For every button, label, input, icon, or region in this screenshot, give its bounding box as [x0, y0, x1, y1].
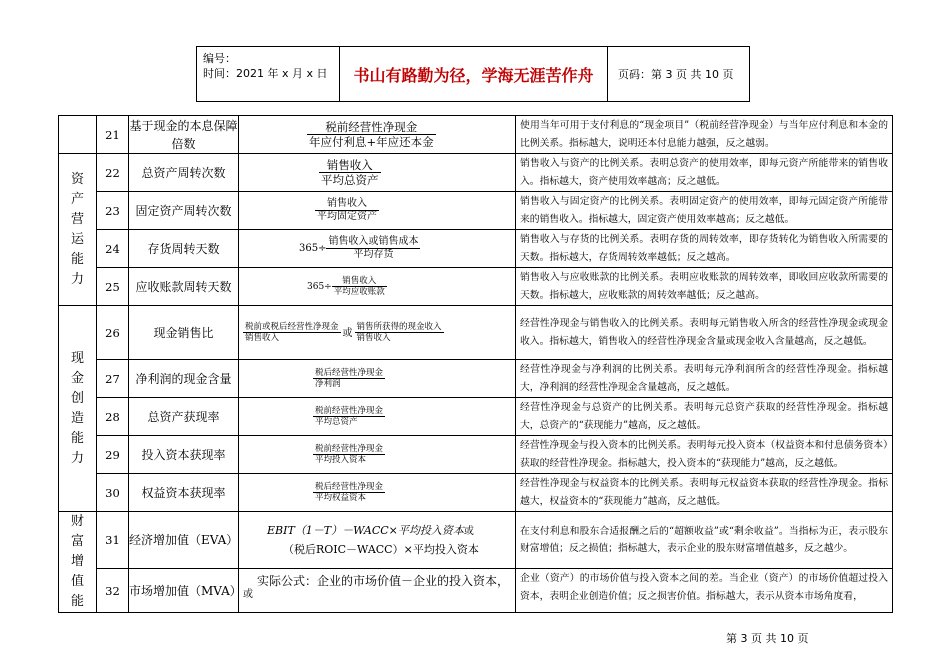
formula-cell	[239, 569, 516, 613]
indicator-name: 投入资本获现率	[129, 436, 239, 474]
description: 在支付利息和股东合适报酬之后的“超额收益”或“剩余收益”。当指标为正，表示股东财富增值；反之损值；指标越大，表示企业的股东财富增值越多，反之越少。	[516, 512, 893, 569]
indicator-name: 基于现金的本息保障倍数	[129, 116, 239, 154]
category-cell-empty	[59, 116, 97, 154]
formula-fraction	[326, 236, 420, 261]
denominator: 平均固定资产	[317, 211, 377, 222]
table-row	[59, 268, 893, 306]
denominator: 年应付利息+年应还本金	[309, 135, 434, 149]
description: 销售收入与固定资产的比例关系。表明固定资产的使用效率，即每元固定资产所能带来的销售收入。指标越大，固定资产使用效率越高；反之越低。	[516, 192, 893, 230]
indicator-name: 总资产获现率	[129, 398, 239, 436]
page-footer: 第 3 页 共 10 页	[726, 632, 809, 645]
formula-fraction	[313, 482, 385, 503]
formula-fraction	[313, 406, 385, 427]
category-label: 现金创造能力	[70, 350, 84, 466]
indicator-name: 总资产周转次数	[129, 154, 239, 192]
number-label: 编号：	[203, 52, 236, 65]
indicator-name: 经济增加值（EVA）	[129, 512, 239, 569]
denominator: 净利润	[315, 379, 341, 389]
numerator: 销售收入	[332, 276, 387, 287]
category-cash	[59, 306, 97, 512]
formula-cell	[239, 268, 516, 306]
numerator: 税前经营性净现金	[307, 120, 436, 135]
description: 使用当年可用于支付利息的“现金项目”（税前经营净现金）与当年应付利息和本金的比例关系。指标越大，说明还本付息能力越强，反之越弱。	[516, 116, 893, 154]
denominator: 平均总资产	[321, 173, 379, 187]
header-meta	[197, 47, 340, 101]
formula-cell	[239, 436, 516, 474]
description: 经营性净现金与净利润的比例关系。表明每元净利润所含的经营性净现金。指标越大，净利润的经营性净现金含量越高，反之越低。	[516, 360, 893, 398]
description: 经营性净现金与投入资本的比例关系。表明每元投入资本（权益资本和付息债务资本）获取的经营性净现金。指标越大，投入资本的“获现能力”越高，反之越低。	[516, 436, 893, 474]
description: 销售收入与应收账款的比例关系。表明应收账款的周转效率，即收回应收款所需要的天数。指标越大，应收账款的周转效率越低；反之越高。	[516, 268, 893, 306]
table-row	[59, 192, 893, 230]
formula-line-2: （税后ROIC－WACC）×平均投入资本	[283, 542, 479, 556]
table-row	[59, 474, 893, 512]
indicator-name: 权益资本获现率	[129, 474, 239, 512]
table-row	[59, 230, 893, 268]
description: 经营性净现金与权益资本的比例关系。表明每元权益资本获取的经营性净现金。指标越大，权益资本的“获现能力”越高，反之越低。	[516, 474, 893, 512]
table-row	[59, 398, 893, 436]
table-row	[59, 116, 893, 154]
indicator-name: 净利润的现金含量	[129, 360, 239, 398]
description: 经营性净现金与销售收入的比例关系。表明每元销售收入所含的经营性净现金或现金收入。指标越大，销售收入的经营性净现金含量或现金收入含量越高，反之越低。	[516, 306, 893, 360]
formula-cell	[239, 230, 516, 268]
denominator: 销售收入	[356, 333, 391, 343]
indicator-name: 应收账款周转天数	[129, 268, 239, 306]
row-number: 29	[97, 436, 129, 474]
formula-fraction	[307, 120, 436, 149]
denominator: 平均权益资本	[315, 493, 367, 503]
numerator: 税后经营性净现金	[315, 368, 384, 378]
row-number: 31	[97, 512, 129, 569]
formula-line-1: EBIT（1－T）－WACC×平均投入资本	[267, 523, 464, 537]
formula-or: 或	[463, 525, 474, 537]
formula-cell	[239, 360, 516, 398]
denominator: 平均总资产	[315, 417, 358, 427]
formula-fraction	[243, 322, 341, 343]
category-label: 财富增值能	[70, 514, 84, 609]
table-row	[59, 569, 893, 613]
row-number: 23	[97, 192, 129, 230]
numerator: 销售收入	[319, 158, 381, 173]
denominator: 平均应收账款	[333, 287, 385, 297]
description: 销售收入与存货的比例关系。表明存货的周转效率，即存货转化为销售收入所需要的天数。指标越大，存货周转效率越低；反之越高。	[516, 230, 893, 268]
formula-cell	[239, 116, 516, 154]
indicator-name: 现金销售比	[129, 306, 239, 360]
row-number: 28	[97, 398, 129, 436]
formula-cell	[239, 398, 516, 436]
row-number: 25	[97, 268, 129, 306]
row-number: 32	[97, 569, 129, 613]
numerator: 销售收入或销售成本	[328, 236, 419, 247]
category-label: 资产营运能力	[70, 171, 84, 287]
indicator-name: 存货周转天数	[129, 230, 239, 268]
row-number: 24	[97, 230, 129, 268]
denominator: 平均存货	[353, 249, 394, 260]
numerator: 销售所获得的现金收入	[356, 322, 442, 332]
header-motto: 书山有路勤为径，学海无涯苦作舟	[340, 47, 608, 101]
description: 经营性净现金与总资产的比例关系。表明每元总资产获取的经营性净现金。指标越大，总资产的“获现能力”越高，反之越低。	[516, 398, 893, 436]
numerator: 税前或税后经营性净现金	[245, 322, 339, 332]
denominator: 平均投入资本	[315, 455, 367, 465]
table-row	[59, 360, 893, 398]
category-wealth	[59, 512, 97, 613]
header-page: 页码：第 3 页 共 10 页	[618, 68, 734, 81]
formula-fraction	[315, 198, 379, 223]
date-label: 时间：2021 年 x 月 x 日	[203, 67, 328, 80]
numerator: 税前经营性净现金	[315, 444, 384, 454]
row-number: 21	[97, 116, 129, 154]
formula-cell	[239, 474, 516, 512]
table-row	[59, 154, 893, 192]
table-row	[59, 306, 893, 360]
indicator-name: 固定资产周转次数	[129, 192, 239, 230]
formula-cell	[239, 192, 516, 230]
denominator: 销售收入	[245, 333, 280, 343]
formula-prefix: 365÷	[307, 281, 332, 292]
formula-cell	[239, 154, 516, 192]
formula-fraction	[313, 444, 385, 465]
table-row	[59, 436, 893, 474]
document-header	[196, 46, 750, 102]
formula-prefix: 365÷	[299, 242, 327, 254]
formula-fraction	[332, 276, 387, 297]
category-operating	[59, 154, 97, 306]
formula-fraction	[313, 368, 385, 389]
numerator: 税前经营性净现金	[315, 406, 384, 416]
description: 销售收入与资产的比例关系。表明总资产的使用效率，即每元资产所能带来的销售收入。指标越大，资产使用效率越高；反之越低。	[516, 154, 893, 192]
row-number: 30	[97, 474, 129, 512]
indicator-table	[58, 115, 893, 613]
formula-cell	[239, 306, 516, 360]
formula-fraction-alt	[355, 322, 444, 343]
formula-line-1: 实际公式：企业的市场价值－企业的投入资本，	[257, 574, 510, 589]
table-row	[59, 512, 893, 569]
indicator-name: 市场增加值（MVA）	[129, 569, 239, 613]
formula-cell	[239, 512, 516, 569]
formula-or: 或	[342, 328, 353, 339]
row-number: 27	[97, 360, 129, 398]
numerator: 销售收入	[315, 198, 379, 211]
row-number: 22	[97, 154, 129, 192]
numerator: 税后经营性净现金	[315, 482, 384, 492]
formula-fraction	[319, 158, 381, 187]
row-number: 26	[97, 306, 129, 360]
formula-or: 或	[243, 589, 253, 601]
description: 企业（资产）的市场价值与投入资本之间的差。当企业（资产）的市场价值超过投入资本，表明企业创造价值；反之损害价值。指标越大，表示从资本市场角度看，	[516, 569, 893, 613]
